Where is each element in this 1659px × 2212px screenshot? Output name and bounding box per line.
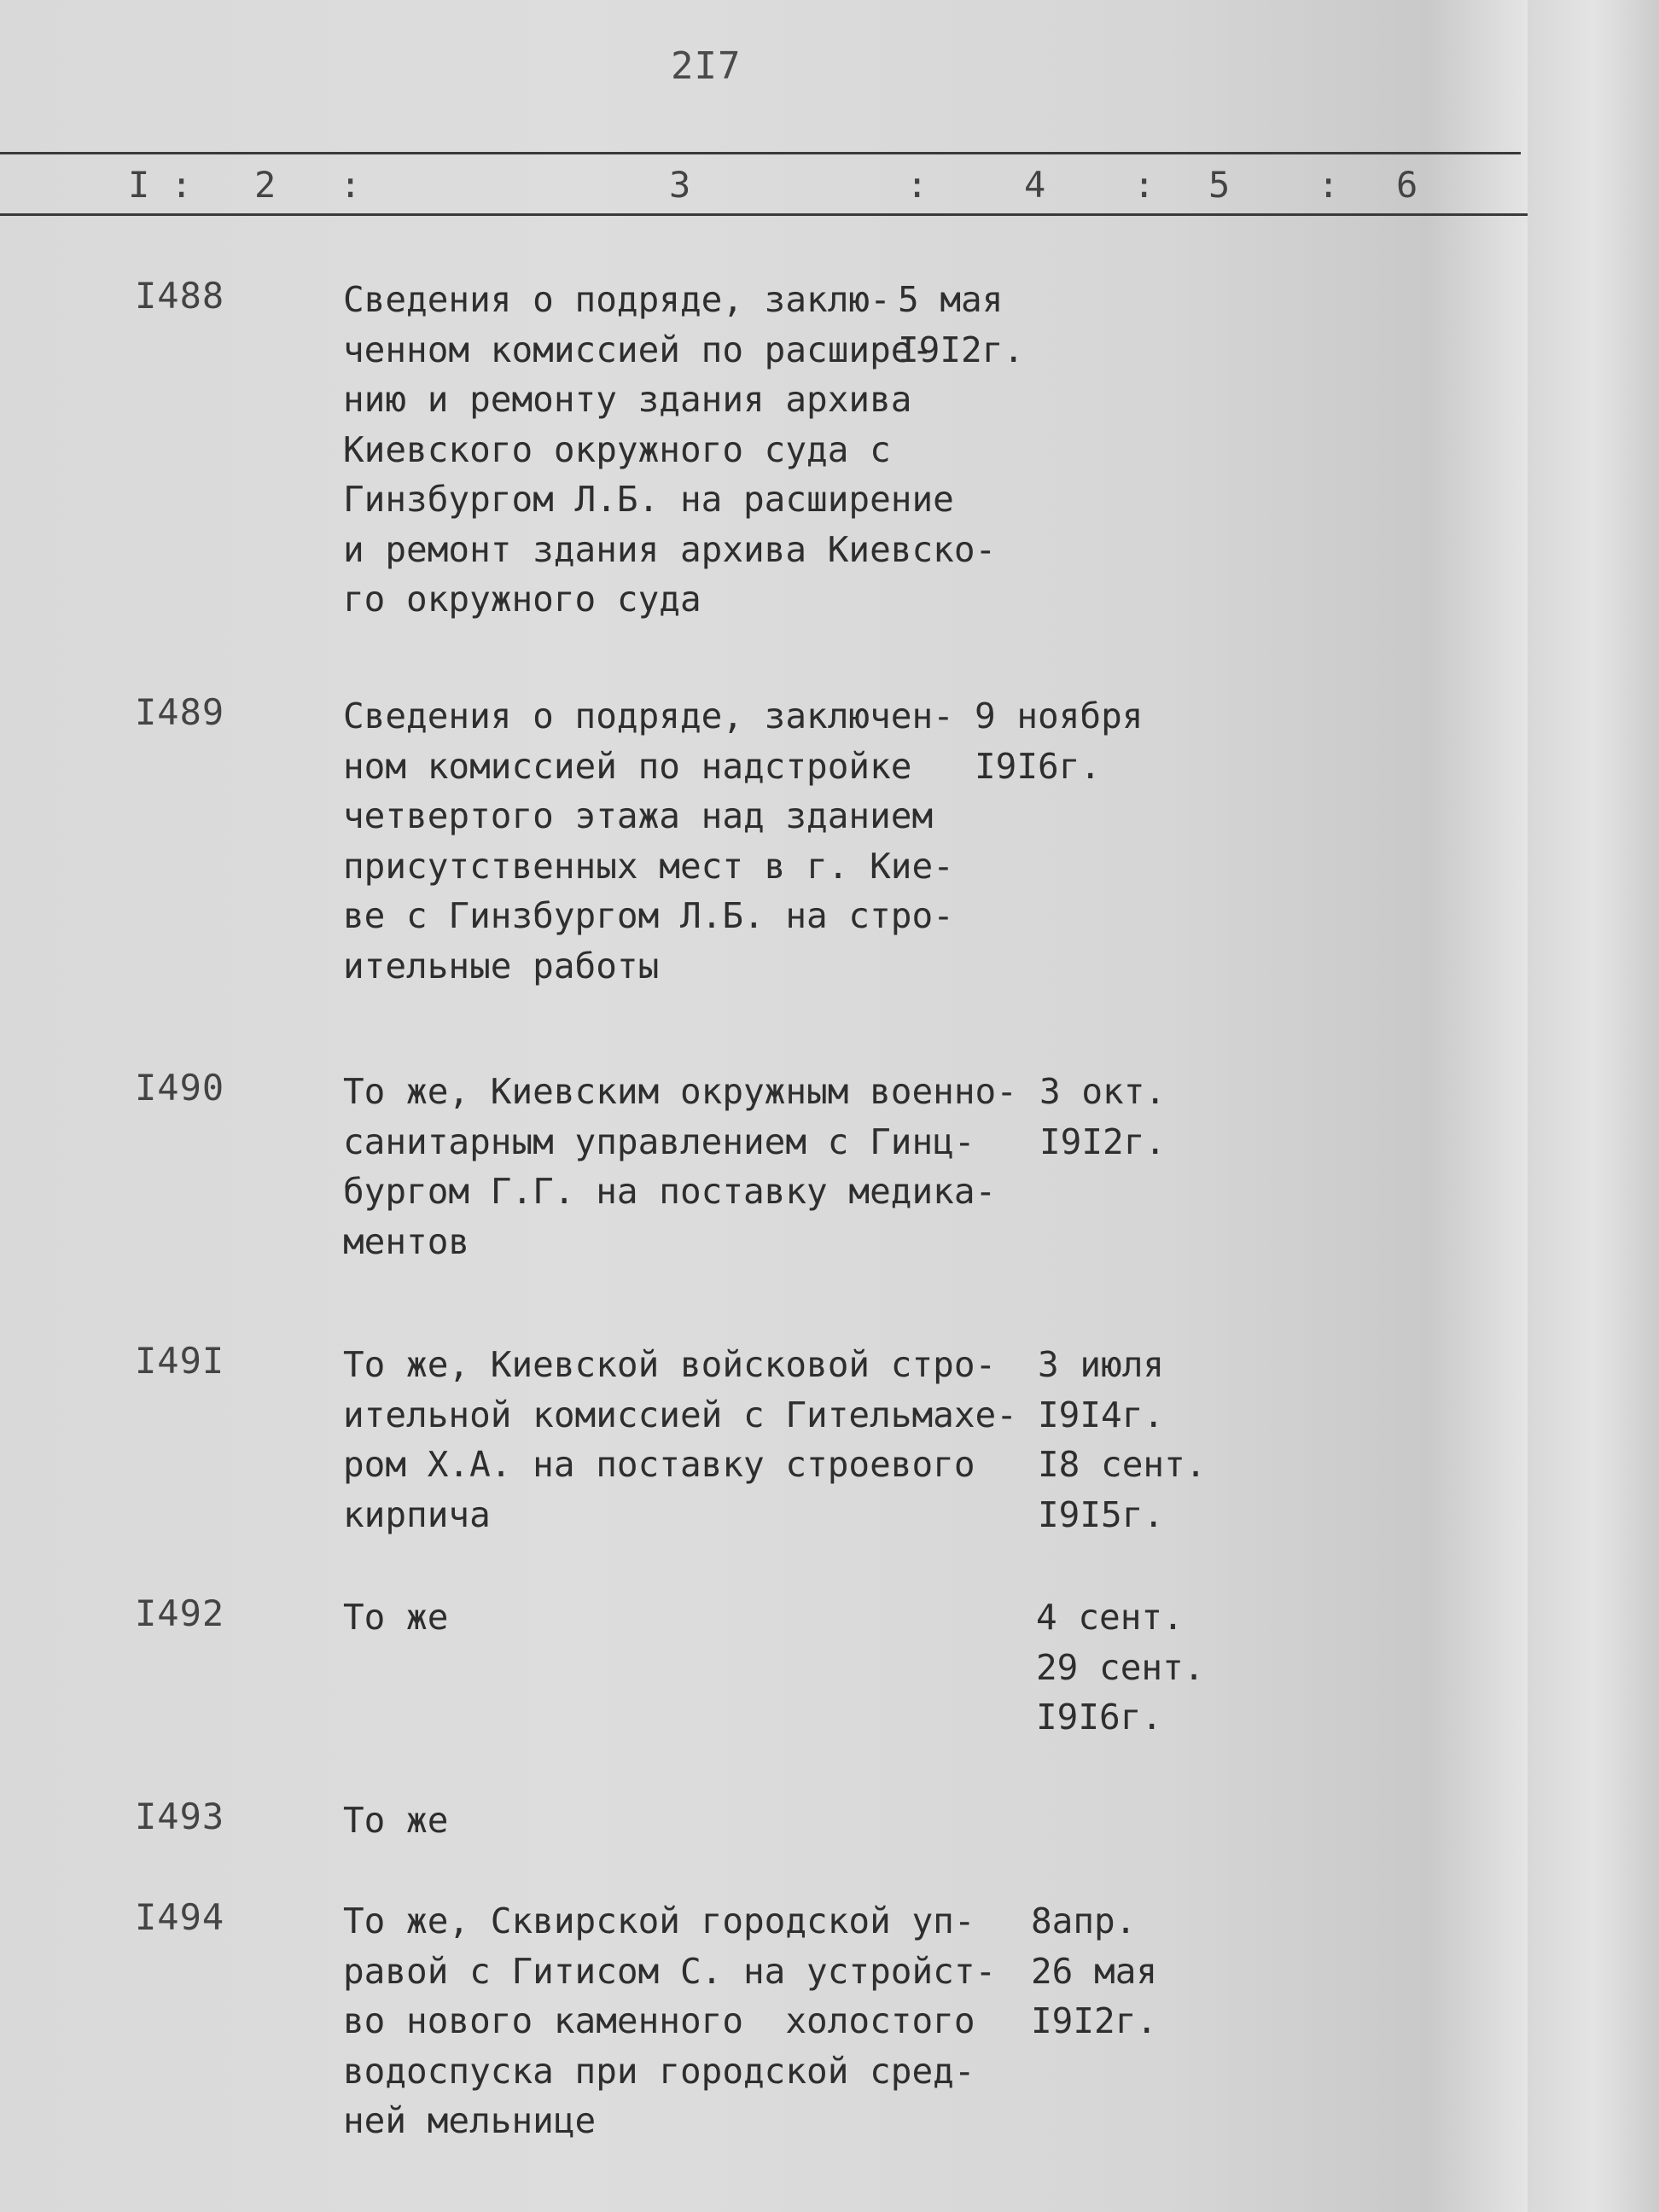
column-header-2: 2 bbox=[254, 164, 276, 206]
page-edge-shadow bbox=[1528, 0, 1659, 2212]
entry-dates: 9 ноября I9I6г. bbox=[975, 696, 1144, 787]
column-separator: : bbox=[1133, 164, 1155, 206]
entry-description: То же, Киевским окружным военно- санитарным управлением с Гинц- бургом Г.Г. на поставку медика- ментов bbox=[343, 1071, 1017, 1262]
entry-number: I49I bbox=[135, 1340, 225, 1382]
entry-description: То же, Сквирской городской уп- равой с Гитисом С. на устройст- во нового каменного холостого водоспуска при городской сред- ней мельнице bbox=[343, 1901, 997, 2141]
entry-description: То же, Киевской войсковой стро- ительной комиссией с Гительмахе- ром Х.А. на поставку строевого кирпича bbox=[343, 1344, 1017, 1535]
entry-number: I490 bbox=[135, 1067, 225, 1109]
entry-dates: 3 июля I9I4г. I8 сент. I9I5г. bbox=[1038, 1344, 1207, 1535]
column-header-1: I bbox=[128, 164, 150, 206]
entry-number: I488 bbox=[135, 275, 225, 317]
entry-description: То же bbox=[343, 1800, 449, 1841]
column-separator: : bbox=[1318, 164, 1340, 206]
column-header-6: 6 bbox=[1396, 164, 1418, 206]
column-separator: : bbox=[340, 164, 362, 206]
header-rule-top bbox=[0, 152, 1521, 154]
entry-description: Сведения о подряде, заклю- ченном комиссией по расшире- нию и ремонту здания архива Киевского окружного суда с Гинзбургом Л.Б. на расширение и ремонт здания архива Киевско- го окружного суда bbox=[343, 279, 997, 620]
entry-number: I493 bbox=[135, 1796, 225, 1837]
column-separator: : bbox=[906, 164, 928, 206]
entry-dates: 3 окт. I9I2г. bbox=[1039, 1071, 1167, 1162]
column-header-5: 5 bbox=[1208, 164, 1231, 206]
entry-dates: 8апр. 26 мая I9I2г. bbox=[1031, 1901, 1158, 2041]
entry-dates: 5 мая I9I2г. bbox=[898, 279, 1025, 370]
header-rule-bottom bbox=[0, 213, 1528, 216]
entry-number: I489 bbox=[135, 691, 225, 733]
entry-dates: 4 сент. 29 сент. I9I6г. bbox=[1036, 1597, 1205, 1738]
column-header-3: 3 bbox=[669, 164, 691, 206]
entry-description: Сведения о подряде, заключен- ном комиссией по надстройке четвертого этажа над зданием присутственных мест в г. Кие- ве с Гинзбургом Л.Б. на стро- ительные работы bbox=[343, 696, 954, 987]
entry-description: То же bbox=[343, 1597, 449, 1638]
page-number: 2I7 bbox=[671, 44, 742, 88]
column-separator: : bbox=[171, 164, 193, 206]
column-header-4: 4 bbox=[1024, 164, 1046, 206]
entry-number: I492 bbox=[135, 1592, 225, 1634]
entry-number: I494 bbox=[135, 1896, 225, 1938]
